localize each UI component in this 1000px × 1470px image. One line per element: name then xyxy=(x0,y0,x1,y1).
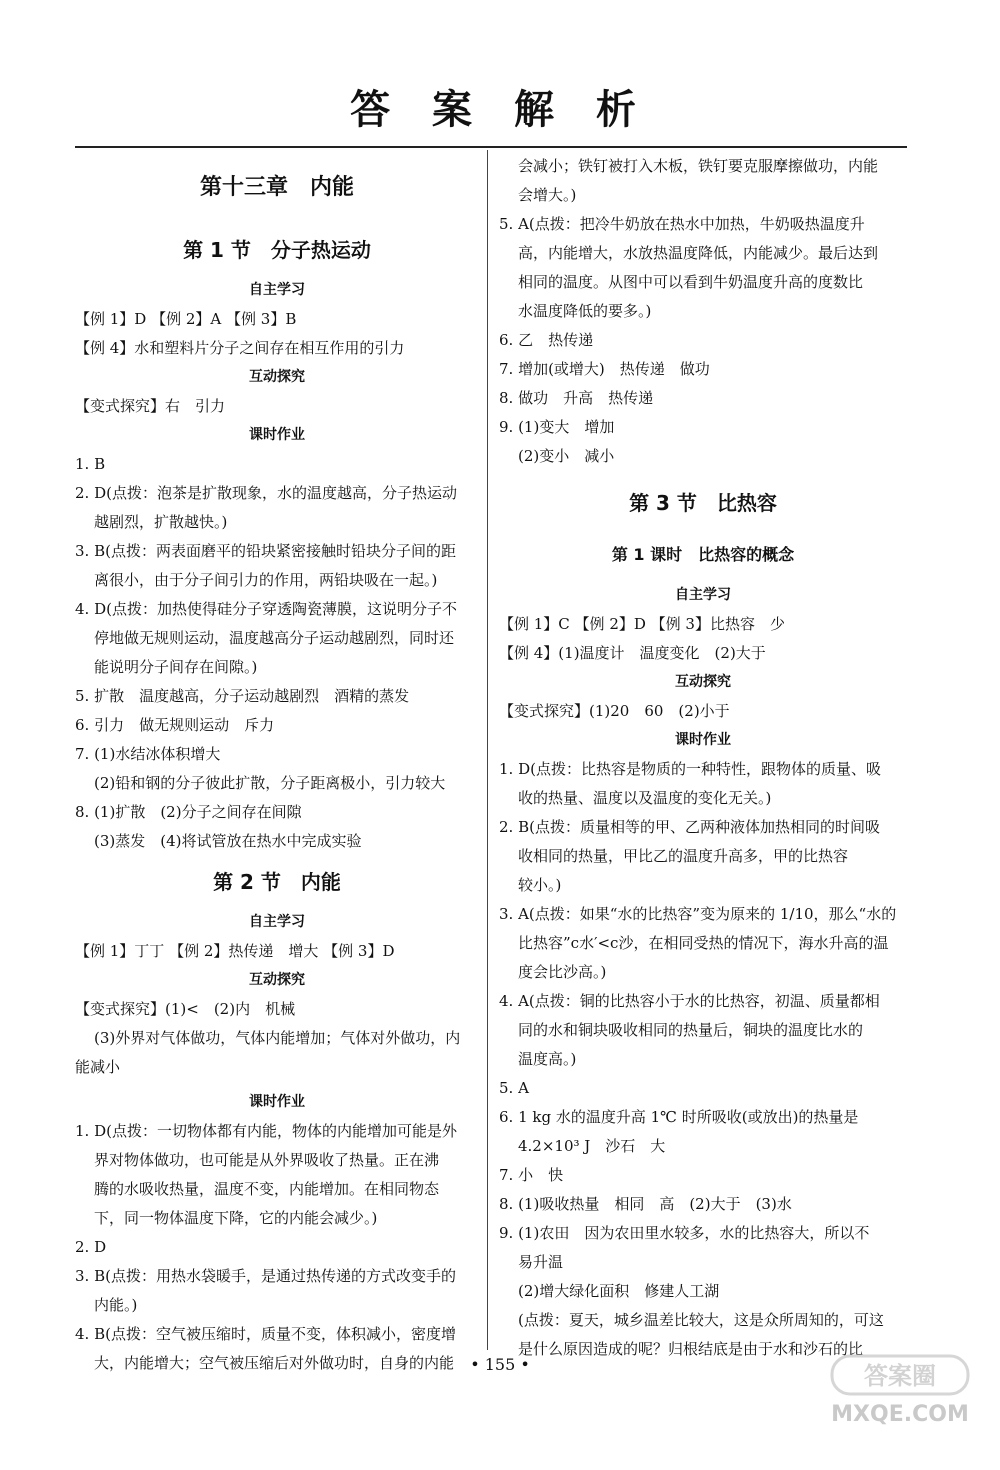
answer-line: 会增大。) xyxy=(518,186,577,204)
left-column xyxy=(75,152,479,1378)
answer-line: 高，内能增大，水放热温度降低，内能减少。最后达到 xyxy=(518,244,879,262)
page-number: • 155 • xyxy=(470,1355,530,1374)
answer-line: 4. B(点拨：空气被压缩时，质量不变，体积减小，密度增 xyxy=(75,1325,456,1343)
answer-line: 越剧烈，扩散越快。) xyxy=(94,513,228,531)
answer-line: 8. (1)吸收热量 相同 高 (2)大于 (3)水 xyxy=(499,1195,792,1213)
answer-line: 温度高。) xyxy=(518,1050,577,1068)
answer-line: (点拨：夏天，城乡温差比较大，这是众所周知的，可这 xyxy=(518,1311,884,1329)
answer-line: 【例 1】D 【例 2】A 【例 3】B xyxy=(75,310,297,328)
answer-line: 停地做无规则运动，温度越高分子运动越剧烈，同时还 xyxy=(94,629,455,647)
answer-line: 3. B(点拨：两表面磨平的铅块紧密接触时铅块分子间的距 xyxy=(75,542,456,560)
answer-line: 1. D(点拨：比热容是物质的一种特性，跟物体的质量、吸 xyxy=(499,760,881,778)
answer-line: 7. 增加(或增大) 热传递 做功 xyxy=(499,360,710,378)
section-heading: 第 1 节 分子热运动 xyxy=(183,238,371,262)
answer-line: 5. A(点拨：把冷牛奶放在热水中加热，牛奶吸热温度升 xyxy=(499,215,865,233)
answer-line: (3)蒸发 (4)将试管放在热水中完成实验 xyxy=(94,832,362,850)
answer-line: 5. 扩散 温度越高，分子运动越剧烈 酒精的蒸发 xyxy=(75,687,410,705)
answer-line: (2)变小 减小 xyxy=(518,447,615,465)
subheading: 自主学习 xyxy=(249,282,305,298)
answer-line: 能减小 xyxy=(75,1058,121,1076)
answer-line: 易升温 xyxy=(518,1253,564,1271)
answer-line: 腾的水吸收热量，温度不变，内能增加。在相同物态 xyxy=(94,1180,440,1198)
answer-line: 6. 引力 做无规则运动 斥力 xyxy=(75,716,275,734)
answer-line: 【变式探究】(1)20 60 (2)小于 xyxy=(499,702,730,720)
answer-line: 收的热量、温度以及温度的变化无关。) xyxy=(518,789,772,807)
answer-line: (2)铅和钢的分子彼此扩散，分子距离极小，引力较大 xyxy=(94,774,446,792)
answer-line: 大，内能增大；空气被压缩后对外做功时，自身的内能 xyxy=(94,1354,455,1372)
answer-line: 2. D(点拨：泡茶是扩散现象，水的温度越高，分子热运动 xyxy=(75,484,457,502)
page-title: 答 案 解 析 xyxy=(350,87,650,133)
subheading: 互动探究 xyxy=(249,369,305,385)
answer-line: 水温度降低的要多。) xyxy=(518,302,652,320)
title-rule xyxy=(75,146,907,148)
answer-line: 离很小，由于分子间引力的作用，两铅块吸在一起。) xyxy=(94,571,438,589)
answer-line: 2. B(点拨：质量相等的甲、乙两种液体加热相同的时间吸 xyxy=(499,818,880,836)
answer-line: 8. (1)扩散 (2)分子之间存在间隙 xyxy=(75,803,302,821)
answer-line: 7. (1)水结冰体积增大 xyxy=(75,745,221,763)
answer-line: 度会比沙高。) xyxy=(518,963,607,981)
answer-line: 相同的温度。从图中可以看到牛奶温度升高的度数比 xyxy=(518,273,864,291)
watermark-logo-icon xyxy=(830,1352,970,1398)
section-heading: 第 2 节 内能 xyxy=(213,870,341,894)
subheading: 自主学习 xyxy=(675,587,731,603)
answer-line: 内能。) xyxy=(94,1296,138,1314)
answer-line: 比热容”c水′<c沙，在相同受热的情况下，海水升高的温 xyxy=(518,934,889,952)
answer-line: 7. 小 快 xyxy=(499,1166,564,1184)
subheading: 互动探究 xyxy=(675,674,731,690)
subheading: 互动探究 xyxy=(249,972,305,988)
answer-line: 【例 1】丁丁 【例 2】热传递 增大 【例 3】D xyxy=(75,942,395,960)
answer-line: 【例 4】(1)温度计 温度变化 (2)大于 xyxy=(499,644,766,662)
lesson-heading: 第 1 课时 比热容的概念 xyxy=(611,545,795,564)
answer-line: (3)外界对气体做功，气体内能增加；气体对外做功，内 xyxy=(94,1029,461,1047)
answer-line: 会减小；铁钉被打入木板，铁钉要克服摩擦做功，内能 xyxy=(518,157,879,175)
chapter-heading: 第十三章 内能 xyxy=(199,175,354,200)
answer-line: 4. D(点拨：加热使得硅分子穿透陶瓷薄膜，这说明分子不 xyxy=(75,600,457,618)
answer-line: (2)增大绿化面积 修建人工湖 xyxy=(518,1282,720,1300)
answer-line: 6. 1 kg 水的温度升高 1℃ 时所吸收(或放出)的热量是 xyxy=(499,1108,859,1126)
answer-line: 9. (1)农田 因为农田里水较多，水的比热容大，所以不 xyxy=(499,1224,870,1242)
subheading: 课时作业 xyxy=(249,1094,305,1110)
answer-line: 4.2×10³ J 沙石 大 xyxy=(518,1137,666,1155)
answer-line: 【例 1】C 【例 2】D 【例 3】比热容 少 xyxy=(499,615,785,633)
answer-line: 9. (1)变大 增加 xyxy=(499,418,615,436)
subheading: 自主学习 xyxy=(249,914,305,930)
right-column xyxy=(499,152,907,1364)
answer-line: 4. A(点拨：铜的比热容小于水的比热容，初温、质量都相 xyxy=(499,992,880,1010)
watermark-logo-text: 答案圈 xyxy=(864,1362,936,1390)
answer-line: 8. 做功 升高 热传递 xyxy=(499,389,654,407)
answer-line: 3. A(点拨：如果“水的比热容”变为原来的 1/10，那么“水的 xyxy=(499,905,897,923)
subheading: 课时作业 xyxy=(249,427,305,443)
answer-line: 1. B xyxy=(75,455,106,473)
watermark-text: MXQE.COM xyxy=(831,1402,969,1427)
answer-line: 能说明分子间存在间隙。) xyxy=(94,658,258,676)
answer-line: 界对物体做功，也可能是从外界吸收了热量。正在沸 xyxy=(94,1151,440,1169)
answer-line: 同的水和铜块吸收相同的热量后，铜块的温度比水的 xyxy=(518,1021,864,1039)
answer-line: 5. A xyxy=(499,1079,529,1097)
answer-line: 6. 乙 热传递 xyxy=(499,331,594,349)
answer-line: 3. B(点拨：用热水袋暖手，是通过热传递的方式改变手的 xyxy=(75,1267,456,1285)
section-heading: 第 3 节 比热容 xyxy=(629,491,777,515)
answer-line: 收相同的热量，甲比乙的温度升高多，甲的比热容 xyxy=(518,847,849,865)
answer-line: 下，同一物体温度下降，它的内能会减少。) xyxy=(94,1209,378,1227)
subheading: 课时作业 xyxy=(675,732,731,748)
answer-line: 【变式探究】(1)< (2)内 机械 xyxy=(75,1000,296,1018)
answer-line: 【变式探究】右 引力 xyxy=(75,397,226,415)
answer-line: 较小。) xyxy=(518,876,562,894)
answer-line: 【例 4】水和塑料片分子之间存在相互作用的引力 xyxy=(75,339,405,357)
column-divider xyxy=(487,150,488,1350)
answer-line: 2. D xyxy=(75,1238,107,1256)
answer-line: 是什么原因造成的呢？归根结底是由于水和沙石的比 xyxy=(518,1340,864,1358)
answer-line: 1. D(点拨：一切物体都有内能，物体的内能增加可能是外 xyxy=(75,1122,457,1140)
